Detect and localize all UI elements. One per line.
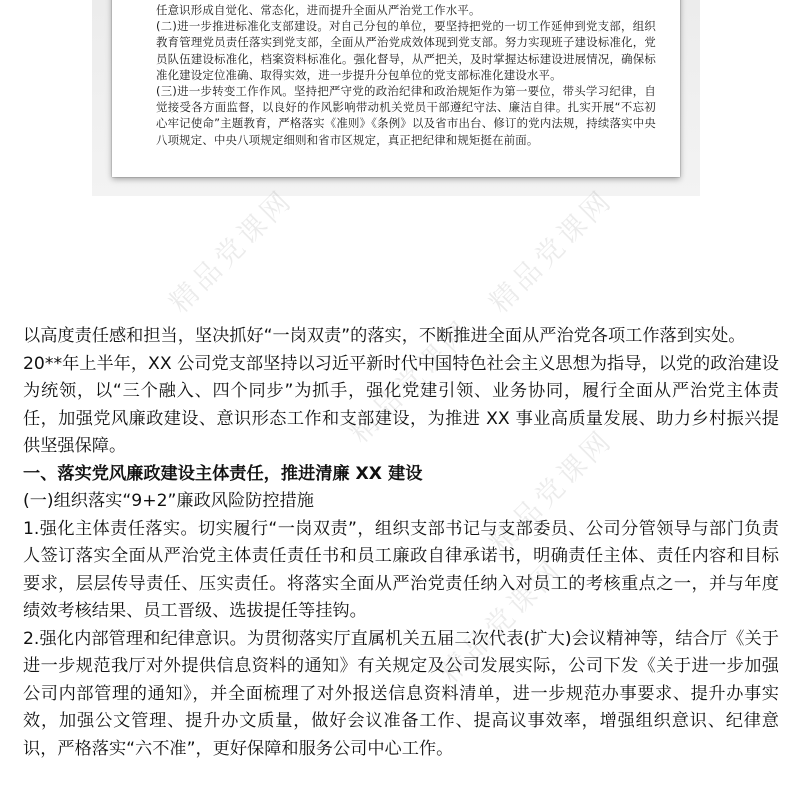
document-image [112,0,680,177]
paragraph: 2.强化内部管理和纪律意识。为贯彻落实厅直属机关五届二次代表(扩大)会议精神等，结合厅《关于进一步规范我厅对外提供信息资料的通知》有关规定及公司发展实际，公司下发《关于进一步加强公司内部管理的通知》，并全面梳理了对外报送信息资料清单，进一步规范办事要求、提升办事实效，加强公文管理、提升办文质量，做好会议准备工作、提高议事效率，增强组织意识、纪律意识，严格落实“六不准”，更好保障和服务公司中心工作。 [23,628,779,759]
watermark: 精品党课网 [342,312,480,450]
section-heading: 一、落实党风廉政建设主体责任，推进清廉 XX 建设 [23,463,423,484]
document-image-line: 任意识形成自觉化、常态化，进而提升全面从严治党工作水平。 [156,3,481,17]
subsection-heading: (一)组织落实“9+2”廉政风险防控措施 [23,491,314,511]
paragraph: 20**年上半年，XX 公司党支部坚持以习近平新时代中国特色社会主义思想为指导，以党的政治建设为统领，以“三个融入、四个同步”为抓手，强化党建引领、业务协同，履行全面从严治党主体责任，加强党风廉政建设、意识形态工作和支部建设，为推进 XX 事业高质量发展、助力乡村振兴提供坚强保障。 [23,353,779,456]
watermark: 精品党课网 [162,182,300,320]
watermark: 精品党课网 [482,422,620,560]
watermark: 精品党课网 [482,182,620,320]
article-body [23,323,779,763]
paragraph: 以高度责任感和担当，坚决抓好“一岗双责”的落实，不断推进全面从严治党各项工作落到实处。 [23,326,746,346]
watermark: 精品党课网 [432,552,570,690]
document-image-text [112,0,680,148]
paragraph: 1.强化主体责任落实。切实履行“一岗双责”，组织支部书记与支部委员、公司分管领导与部门负责人签订落实全面从严治党主体责任责任书和员工廉政自律承诺书，明确责任主体、责任内容和目标要求，层层传导责任、压实责任。将落实全面从严治党责任纳入对员工的考核重点之一，并与年度绩效考核结果、员工晋级、选拔提任等挂钩。 [23,518,779,621]
document-image-paragraph: (三)进一步转变工作作风。坚持把严守党的政治纪律和政治规矩作为第一要位，带头学习纪律，自觉接受各方面监督，以良好的作风影响带动机关党员干部遵纪守法、廉洁自律。扎实开展“不忘初心牢记使命”主题教育，严格落实《准则》《条例》以及省市出台、修订的党内法规，持续落实中央八项规定、中央八项规定细则和省市区规定，真正把纪律和规矩挺在前面。 [156,84,656,147]
document-image-paragraph: (二)进一步推进标准化支部建设。对自己分包的单位，要坚持把党的一切工作延伸到党支部，组织教育管理党员责任落实到党支部，全面从严治党成效体现到党支部。努力实现班子建设标准化，党员队伍建设标准化，档案资料标准化。强化督导，从严把关，及时掌握达标建设进展情况，确保标准化建设定位准确、取得实效，进一步提升分包单位的党支部标准化建设水平。 [156,19,656,82]
